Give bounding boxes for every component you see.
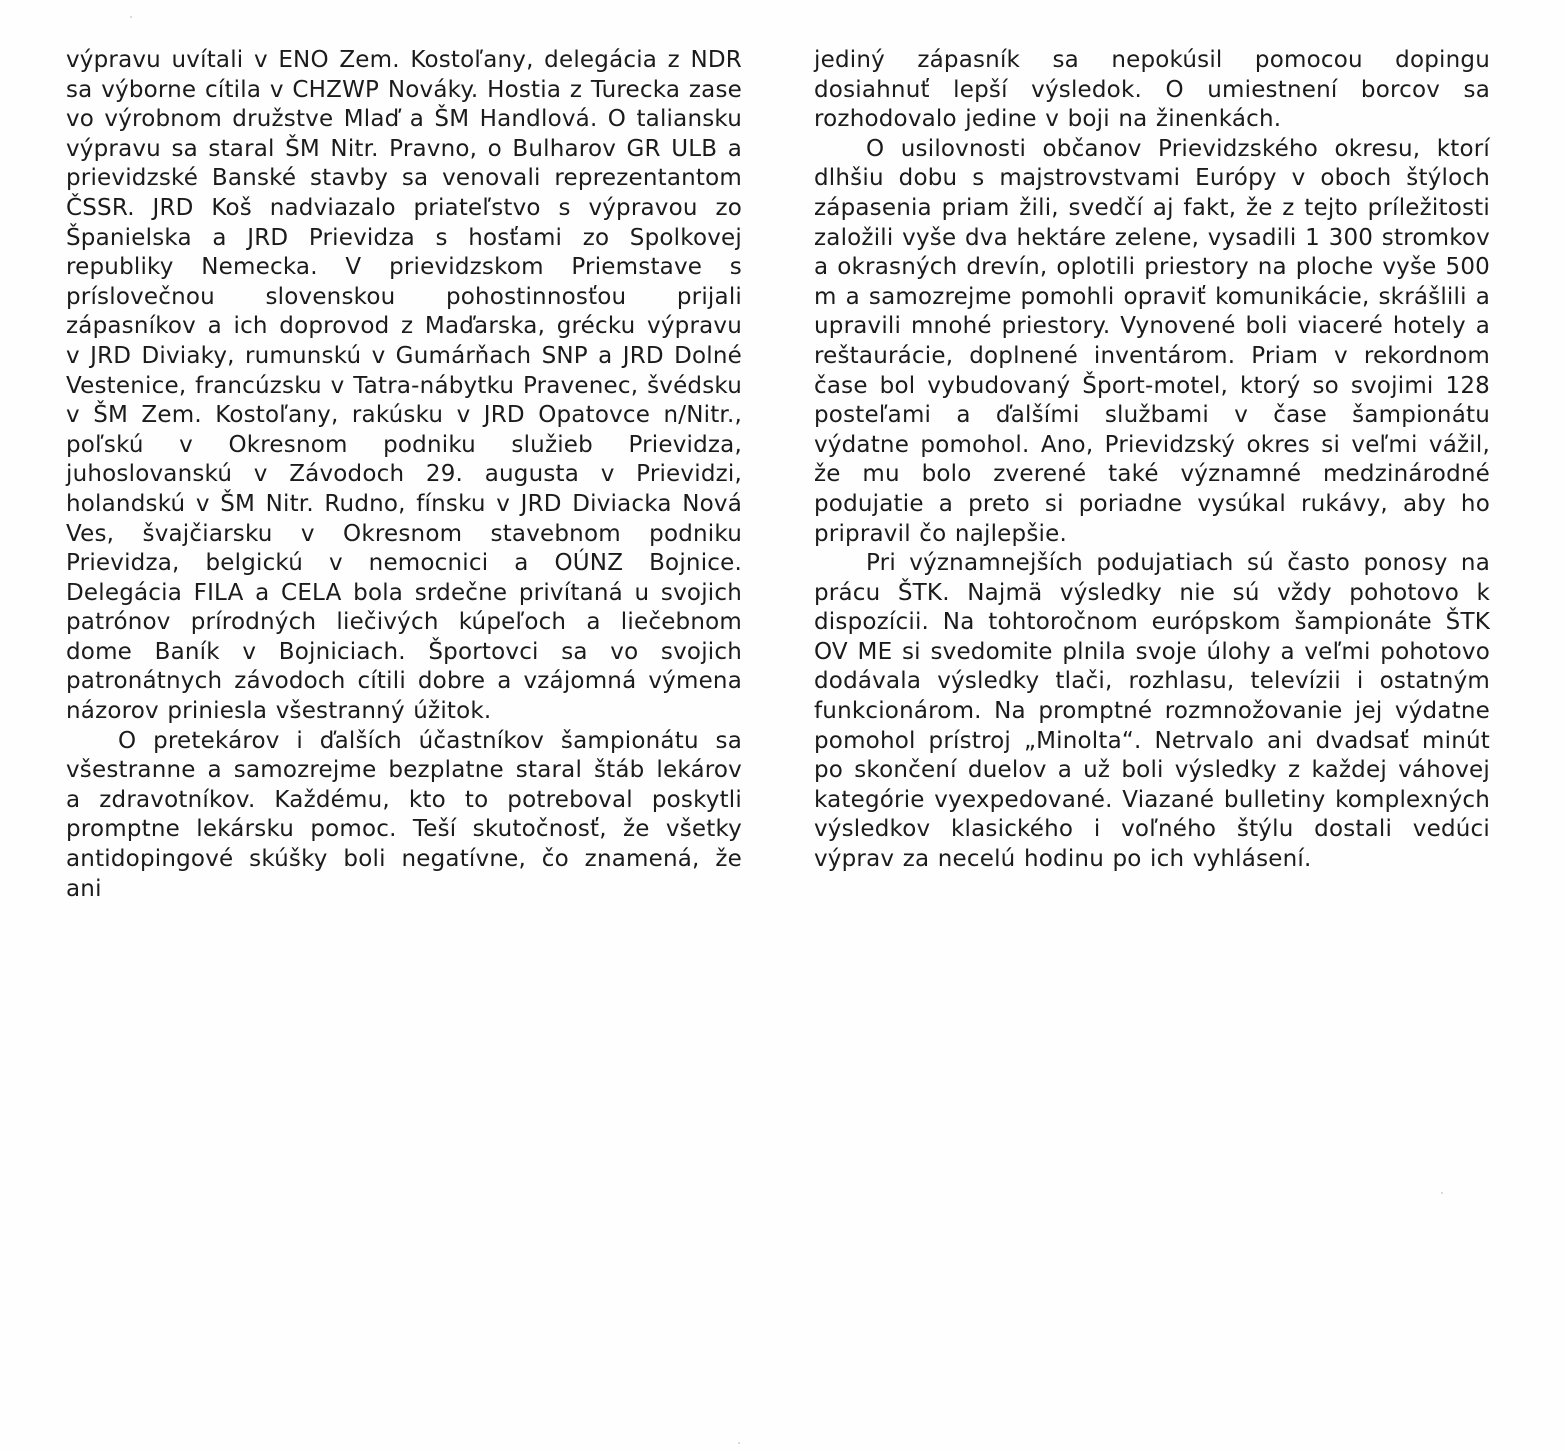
paragraph: O pretekárov i ďalších účastníkov šampionátu sa všestranne a samozrejme bezplatne staral štáb lekárov a zdravotníkov. Každému, kto to potreboval poskytli promptne lekársku pomoc. Teší skutočnosť, že všetky antidopingové skúšky boli negatívne, čo znamená, že ani [66,727,742,902]
scan-speck [130,16,132,18]
scan-speck [738,1442,740,1444]
scan-speck [1441,1192,1443,1194]
paragraph: jediný zápasník sa nepokúsil pomocou dopingu dosiahnuť lepší výsledok. O umiestnení borcov sa rozhodovalo jedine v boji na žinenkách. [814,47,1490,133]
right-text-column [814,46,1490,875]
paragraph: O usilovnosti občanov Prievidzského okresu, ktorí dlhšiu dobu s majstrovstvami Európy v oboch štýloch zápasenia priam žili, svedčí aj fakt, že z tejto príležitosti založili vyše dva hektáre zelene, vysadili 1 300 stromkov a okrasných drevín, oplotili priestory na ploche vyše 500 m a samozrejme pomohli opraviť komunikácie, skrášlili a upravili mnohé priestory. Vynovené boli viaceré hotely a reštaurácie, doplnené inventárom. Priam v rekordnom čase bol vybudovaný Šport-motel, ktorý so svojimi 128 posteľami a ďalšími službami v čase šampionátu výdatne pomohol. Ano, Prievidzský okres si veľmi vážil, že mu bolo zverené také významné medzinárodné podujatie a preto si poriadne vysúkal rukávy, aby ho pripravil čo najlepšie. [814,135,1490,547]
paragraph: výpravu uvítali v ENO Zem. Kostoľany, delegácia z NDR sa výborne cítila v CHZWP Nováky. Hostia z Turecka zase vo výrobnom družstve Mlaď a ŠM Handlová. O taliansku výpravu sa staral ŠM Nitr. Pravno, o Bulharov GR ULB a prievidzské Banské stavby sa venovali reprezentantom ČSSR. JRD Koš nadviazalo priateľstvo s výpravou zo Španielska a JRD Prievidza s hosťami zo Spolkovej republiky Nemecka. V prievidzskom Priemstave s príslovečnou slovenskou pohostinnosťou prijali zápasníkov a ich doprovod z Maďarska, grécku výpravu v JRD Diviaky, rumunskú v Gumárňach SNP a JRD Dolné Vestenice, francúzsku v Tatra-nábytku Pravenec, švédsku v ŠM Zem. Kostoľany, rakúsku v JRD Opatovce n/Nitr., poľskú v Okresnom podniku služieb Prievidza, juhoslovanskú v Závodoch 29. augusta v Prievidzi, holandskú v ŠM Nitr. Rudno, fínsku v JRD Diviacka Nová Ves, švajčiarsku v Okresnom stavebnom podniku Prievidza, belgickú v nemocnici a OÚNZ Bojnice. Delegácia FILA a CELA bola srdečne privítaná u svojich patrónov prírodných liečivých kúpeľoch a liečebnom dome Baník v Bojniciach. Športovci sa vo svojich patronátnych závodoch cítili dobre a vzájomná výmena názorov priniesla všestranný úžitok. [66,47,742,725]
left-text-column [66,46,742,904]
paragraph: Pri významnejších podujatiach sú často ponosy na prácu ŠTK. Najmä výsledky nie sú vždy pohotovo k dispozícii. Na tohtoročnom európskom šampionáte ŠTK OV ME si svedomite plnila svoje úlohy a veľmi pohotovo dodávala výsledky tlači, rozhlasu, televízii i ostatným funkcionárom. Na promptné rozmnožovanie jej výdatne pomohol prístroj „Minolta“. Netrvalo ani dvadsať minút po skončení duelov a už boli výsledky z každej váhovej kategórie vyexpedované. Viazané bulletiny komplexných výsledkov klasického i voľného štýlu dostali vedúci výprav za necelú hodinu po ich vyhlásení. [814,550,1490,873]
